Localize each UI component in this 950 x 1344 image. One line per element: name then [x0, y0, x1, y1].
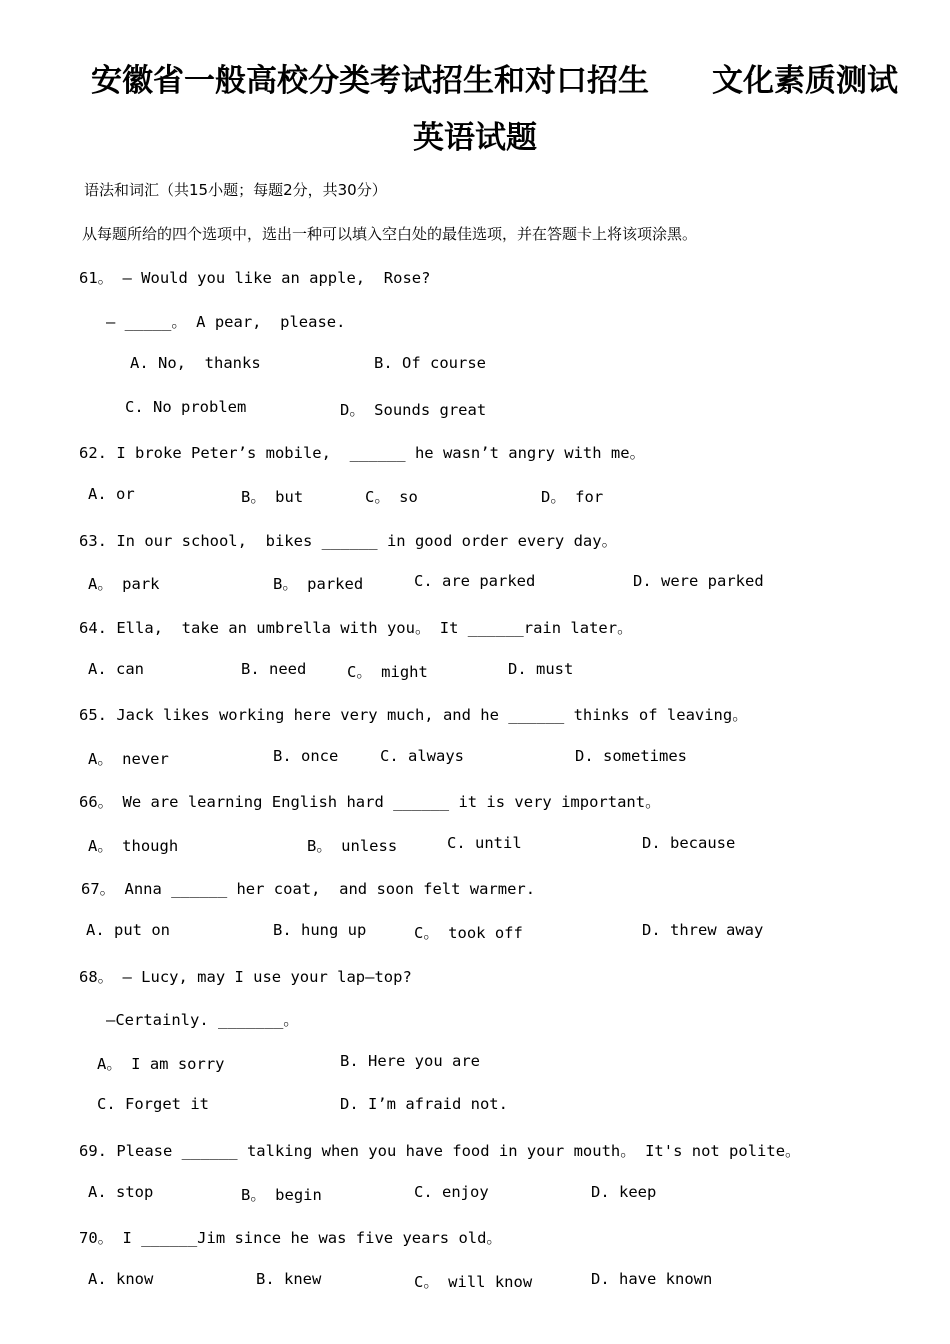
question-66-option-a[interactable]: A。 though	[88, 837, 179, 855]
question-68-option-c[interactable]: C. Forget it	[97, 1095, 209, 1113]
question-67-option-b[interactable]: B. hung up	[273, 921, 367, 939]
section-instruction: 从每题所给的四个选项中，选出一种可以填入空白处的最佳选项，并在答题卡上将该项涂黑。	[82, 225, 698, 243]
question-69-option-a[interactable]: A. stop	[88, 1183, 154, 1201]
question-69-option-b[interactable]: B。 begin	[241, 1186, 322, 1204]
question-68-option-a[interactable]: A。 I am sorry	[97, 1055, 225, 1073]
question-66-option-b[interactable]: B。 unless	[307, 837, 398, 855]
question-67-option-d[interactable]: D. threw away	[642, 921, 764, 939]
question-68-stem2: —Certainly. _______。	[106, 1011, 299, 1029]
question-64-option-b[interactable]: B. need	[241, 660, 307, 678]
question-64-option-d[interactable]: D. must	[508, 660, 574, 678]
question-70-option-a[interactable]: A. know	[88, 1270, 154, 1288]
question-70-option-d[interactable]: D. have known	[591, 1270, 713, 1288]
question-64-option-c[interactable]: C。 might	[347, 663, 428, 681]
question-69-option-d[interactable]: D. keep	[591, 1183, 657, 1201]
question-69-option-c[interactable]: C. enjoy	[414, 1183, 489, 1201]
question-62-option-b[interactable]: B。 but	[241, 488, 304, 506]
question-67-stem: 67。 Anna ______ her coat, and soon felt warmer.	[81, 880, 536, 898]
question-66-option-d[interactable]: D. because	[642, 834, 736, 852]
question-66-stem: 66。 We are learning English hard ______ it is very important。	[79, 793, 661, 811]
question-62-option-d[interactable]: D。 for	[541, 488, 604, 506]
title-line1-left: 安徽省一般高校分类考试招生和对口招生	[91, 63, 649, 99]
title-line1-right: 文化素质测试	[712, 63, 898, 99]
question-70-option-c[interactable]: C。 will know	[414, 1273, 533, 1291]
question-62-option-a[interactable]: A. or	[88, 485, 135, 503]
question-64-stem: 64. Ella, take an umbrella with you。 It ______rain later。	[79, 619, 633, 637]
question-61-option-c[interactable]: C. No problem	[125, 398, 247, 416]
question-61-stem2: — _____。 A pear, please.	[106, 313, 346, 331]
question-61-stem: 61。 — Would you like an apple, Rose?	[79, 269, 431, 287]
title-line2: 英语试题	[413, 120, 537, 156]
question-62-option-c[interactable]: C。 so	[365, 488, 418, 506]
question-63-option-d[interactable]: D. were parked	[633, 572, 764, 590]
question-67-option-c[interactable]: C。 took off	[414, 924, 523, 942]
question-65-option-b[interactable]: B. once	[273, 747, 339, 765]
question-66-option-c[interactable]: C. until	[447, 834, 522, 852]
question-65-option-c[interactable]: C. always	[380, 747, 464, 765]
question-68-option-b[interactable]: B. Here you are	[340, 1052, 480, 1070]
question-63-option-b[interactable]: B。 parked	[273, 575, 364, 593]
question-61-option-a[interactable]: A. No, thanks	[130, 354, 261, 372]
question-69-stem: 69. Please ______ talking when you have food in your mouth。 It's not polite。	[79, 1142, 801, 1160]
question-63-option-c[interactable]: C. are parked	[414, 572, 536, 590]
question-62-stem: 62. I broke Peter’s mobile, ______ he wasn’t angry with me。	[79, 444, 646, 462]
question-68-stem: 68。 — Lucy, may I use your lap—top?	[79, 968, 412, 986]
question-65-stem: 65. Jack likes working here very much, and he ______ thinks of leaving。	[79, 706, 748, 724]
section-header: 语法和词汇（共15小题；每题2分，共30分）	[84, 181, 387, 199]
question-67-option-a[interactable]: A. put on	[86, 921, 170, 939]
question-63-stem: 63. In our school, bikes ______ in good order every day。	[79, 532, 618, 550]
question-65-option-a[interactable]: A。 never	[88, 750, 169, 768]
question-64-option-a[interactable]: A. can	[88, 660, 144, 678]
question-61-option-d[interactable]: D。 Sounds great	[340, 401, 487, 419]
question-61-option-b[interactable]: B. Of course	[374, 354, 486, 372]
question-65-option-d[interactable]: D. sometimes	[575, 747, 687, 765]
question-70-stem: 70。 I ______Jim since he was five years old。	[79, 1229, 502, 1247]
question-63-option-a[interactable]: A。 park	[88, 575, 160, 593]
question-68-option-d[interactable]: D. I’m afraid not.	[340, 1095, 508, 1113]
question-70-option-b[interactable]: B. knew	[256, 1270, 322, 1288]
